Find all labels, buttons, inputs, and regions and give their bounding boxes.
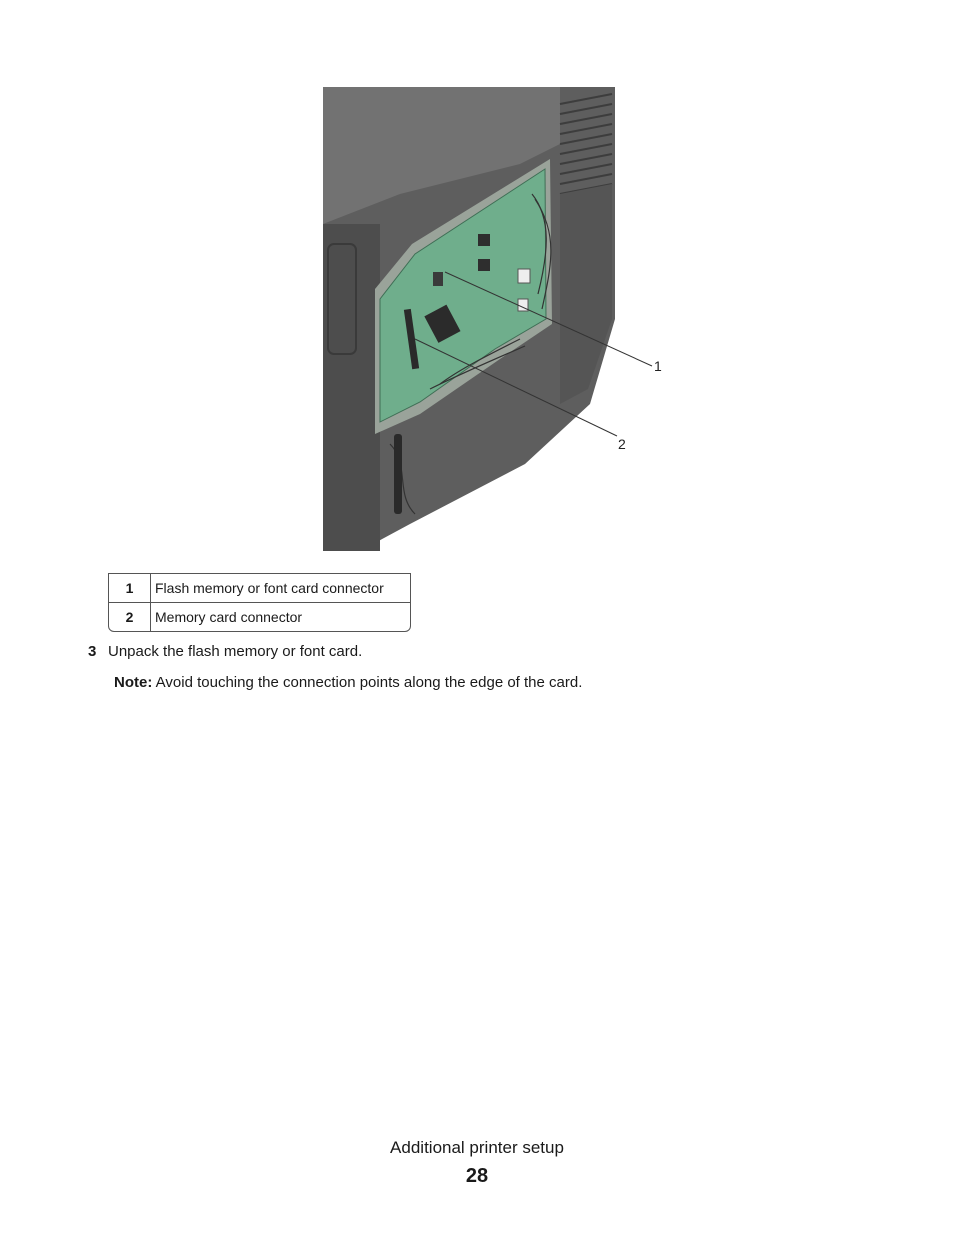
- legend-number: 1: [109, 574, 151, 602]
- table-row: [109, 574, 410, 602]
- note-label: Note:: [114, 674, 153, 691]
- table-row: [109, 602, 410, 631]
- callout-1-label: 1: [654, 358, 662, 374]
- note: [114, 674, 582, 691]
- capacitor: [478, 234, 490, 246]
- antenna: [394, 434, 402, 514]
- capacitor: [478, 259, 490, 271]
- step-text: Unpack the flash memory or font card.: [108, 643, 363, 660]
- printer-front-panel: [323, 224, 380, 551]
- legend-label: Memory card connector: [151, 602, 410, 631]
- legend-number: 2: [109, 602, 151, 631]
- page-number: 28: [465, 1165, 489, 1187]
- step-number: 3: [88, 643, 97, 660]
- callout-2-label: 2: [618, 436, 626, 452]
- side-plate: [560, 184, 612, 404]
- printer-board-drawing: [320, 84, 665, 554]
- instruction-step: [88, 643, 362, 660]
- legend-label: Flash memory or font card connector: [155, 580, 384, 596]
- note-text: Avoid touching the connection points along the edge of the card.: [155, 674, 583, 691]
- flash-connector: [433, 272, 443, 286]
- footer-section-title: Additional printer setup: [390, 1138, 564, 1157]
- printer-illustration: [320, 84, 665, 554]
- white-connector: [518, 269, 530, 283]
- callout-legend-table: [108, 573, 411, 632]
